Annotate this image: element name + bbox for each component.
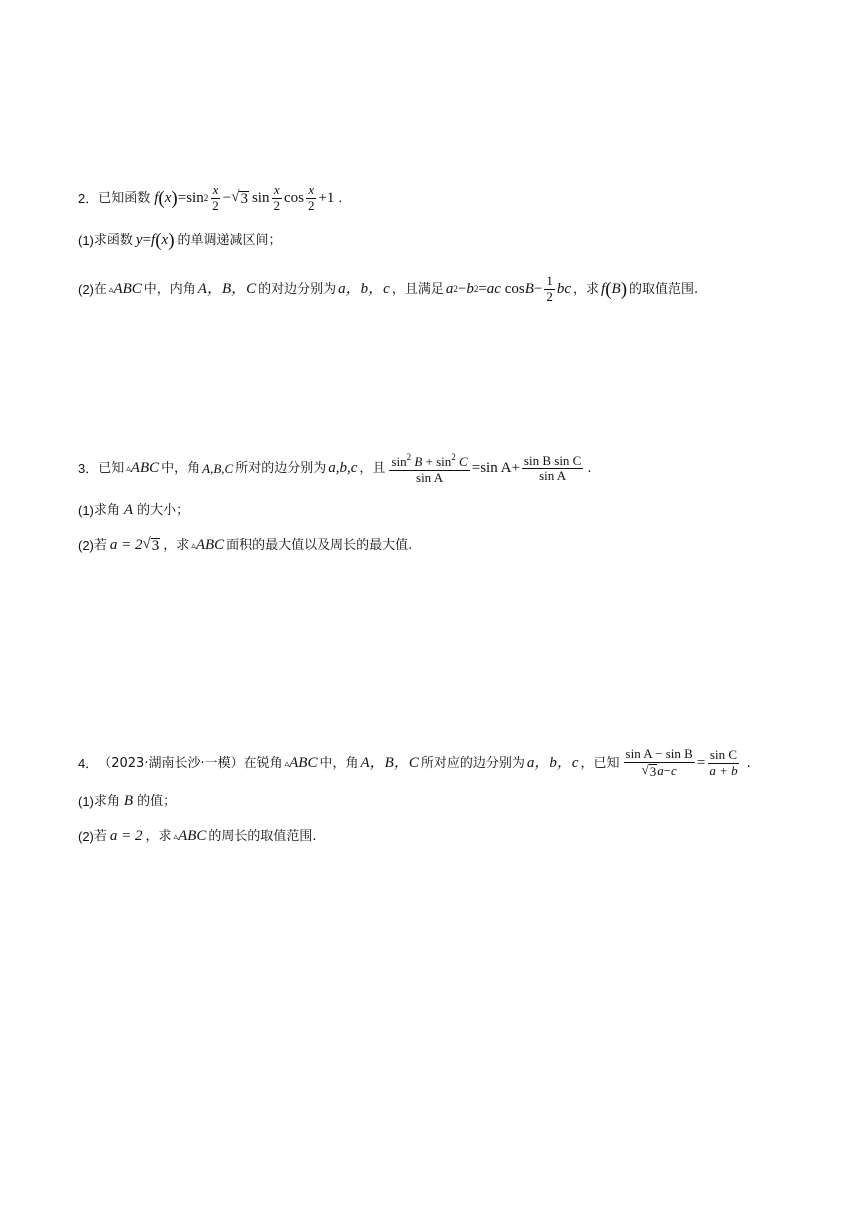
function-formula: f ( x ) = sin 2 $\frac{x}{2}$ − √ 3 sin $\frac{x}{2}$ cos $\frac{x}{2}$ + 1 (154, 182, 335, 213)
problem-3-stem: 3． 已知 ▵ABC 中，角 A,B,C 所对的边分别为 a,b,c ，且 $\frac{\sin^2 B + \sin^2 C}{\text{sin A}}$ = sin A + $\frac{\text{sin B sin C}}{\text{sin A}}$ . (78, 452, 592, 485)
problem-3-part-1: (1) 求角 A 的大小； (78, 502, 190, 518)
problem-4-equation: sin A − sin B √ 3 a − c = $\frac{\text{sin C}}{a + b}$ (625, 746, 738, 779)
problem-2-stem: 2． 已知函数 f ( x ) = sin 2 $\frac{x}{2}$ − √ 3 sin $\frac{x}{2}$ cos $\frac{x}{2}$ + 1 ． (78, 182, 352, 213)
condition-formula: a 2 − b 2 = ac cos B − $\frac{1}{2}$ bc (445, 273, 572, 304)
y-eq-fx: y = f ( x ) (135, 230, 175, 251)
problem-3-equation: $\frac{\sin^2 B + \sin^2 C}{\text{sin A}}$ = sin A + $\frac{\text{sin B sin C}}{\text{sin A}}$ (391, 452, 582, 485)
problem-4-part-2: (2) 若 a = 2 ，求 ▵ABC 的周长的取值范围. (78, 828, 317, 844)
stem-text: 已知函数 (98, 190, 151, 206)
problem-number: 2． (78, 190, 99, 206)
problem-2-part-2: (2) 在 ▵ABC 中，内角 A，B，C 的对边分别为 a，b，c ，且满足 a 2 − b 2 = ac cos B − $\frac{1}{2}$ bc ，求 f ( B ) 的取值范围. (78, 273, 699, 304)
problem-2-part-1: (1) 求函数 y = f ( x ) 的单调递减区间； (78, 230, 282, 251)
problem-4-stem: 4． （2023·湖南长沙·一模） 在锐角 ▵ABC 中，角 A，B，C 所对应的边分别为 a，b，c ，已知 sin A − sin B √ 3 a − c = $\frac{\text{sin C}}{a + b}$ . (78, 746, 751, 779)
problem-3-part-2: (2) 若 a = 2 √ 3 ，求 ▵ABC 面积的最大值以及周长的最大值. (78, 536, 413, 554)
problem-4-part-1: (1) 求角 B 的值； (78, 793, 177, 809)
